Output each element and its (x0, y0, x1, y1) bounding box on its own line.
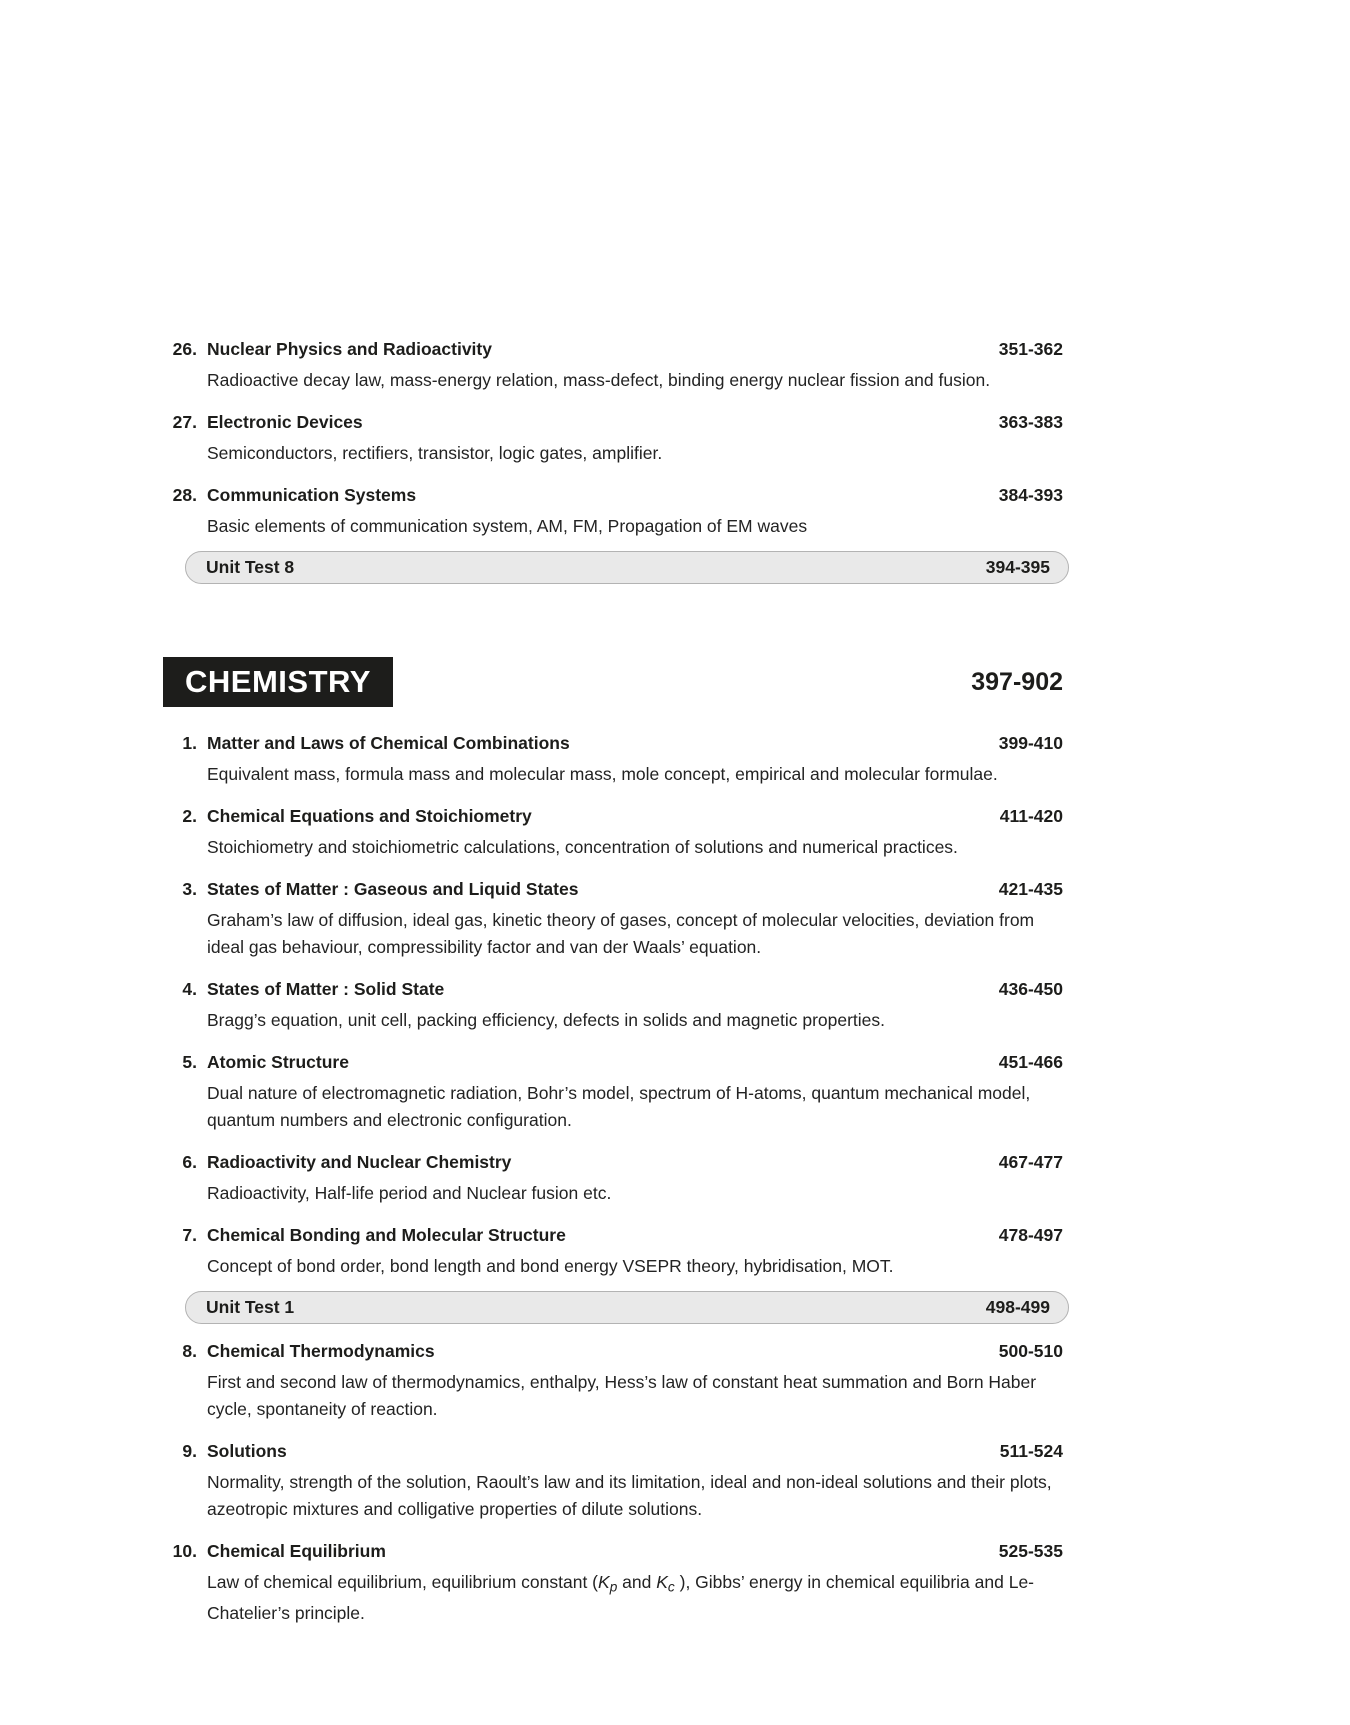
toc-item-number: 28. (172, 485, 197, 505)
toc-item-pages: 467-477 (998, 1152, 1063, 1172)
toc-item-pages: 511-524 (999, 1441, 1063, 1461)
chemistry-section-pages: 397-902 (971, 667, 1063, 696)
toc-item-desc: Normality, strength of the solution, Raoult’s law and its limitation, ideal and non-ideal solutions and their plots, azeotropic mixtures and colligative properties of dilute solutions. (207, 1472, 1052, 1519)
unit-test-8-bar (185, 551, 1069, 584)
toc-item-7 (163, 1226, 1063, 1280)
toc-item-28 (163, 486, 1063, 540)
toc-item-desc: Bragg’s equation, unit cell, packing efficiency, defects in solids and magnetic properties. (207, 1010, 886, 1030)
toc-item-number: 2. (182, 806, 197, 826)
toc-content (163, 0, 1063, 1627)
toc-item-pages: 384-393 (998, 485, 1063, 505)
toc-item-pages: 411-420 (999, 806, 1063, 826)
toc-item-head (163, 980, 1063, 999)
toc-item-title: Chemical Thermodynamics (207, 1341, 435, 1361)
toc-item-head (163, 1053, 1063, 1072)
toc-item-title: Chemical Bonding and Molecular Structure (207, 1225, 566, 1245)
desc-text: and (617, 1572, 657, 1592)
toc-item-pages: 436-450 (998, 979, 1063, 999)
toc-item-number: 3. (182, 879, 197, 899)
toc-item-number: 6. (182, 1152, 197, 1172)
toc-item-head (163, 340, 1063, 359)
toc-item-head (163, 413, 1063, 432)
toc-item-pages: 451-466 (998, 1052, 1063, 1072)
k-symbol: K (656, 1572, 668, 1592)
toc-item-pages: 421-435 (998, 879, 1063, 899)
toc-item-pages: 399-410 (998, 733, 1063, 753)
toc-item-title: Solutions (207, 1441, 287, 1461)
toc-item-27 (163, 413, 1063, 467)
toc-item-10 (163, 1542, 1063, 1627)
toc-item-6 (163, 1153, 1063, 1207)
chemistry-section (163, 657, 1063, 1627)
toc-item-title: Radioactivity and Nuclear Chemistry (207, 1152, 512, 1172)
toc-item-title: States of Matter : Solid State (207, 979, 445, 999)
toc-item-head (163, 1442, 1063, 1461)
toc-item-title: States of Matter : Gaseous and Liquid States (207, 879, 579, 899)
toc-item-5 (163, 1053, 1063, 1134)
desc-text: ), Gibbs’ energy in chemical equilibria and Le-Chatelier’s principle. (207, 1572, 1035, 1624)
toc-item-pages: 500-510 (998, 1341, 1063, 1361)
toc-item-desc: Equivalent mass, formula mass and molecular mass, mole concept, empirical and molecular formulae. (207, 764, 998, 784)
toc-item-head (163, 1342, 1063, 1361)
toc-item-pages: 363-383 (998, 412, 1063, 432)
toc-item-number: 5. (182, 1052, 197, 1072)
toc-item-head (163, 486, 1063, 505)
toc-item-number: 27. (172, 412, 197, 432)
toc-item-title: Nuclear Physics and Radioactivity (207, 339, 492, 359)
k-subscript-c: c (667, 1579, 675, 1595)
toc-item-3 (163, 880, 1063, 961)
toc-item-head (163, 1226, 1063, 1245)
toc-item-title: Electronic Devices (207, 412, 363, 432)
toc-item-desc: Basic elements of communication system, AM, FM, Propagation of EM waves (207, 516, 808, 536)
toc-item-desc: Concept of bond order, bond length and bond energy VSEPR theory, hybridisation, MOT. (207, 1256, 894, 1276)
toc-item-desc: First and second law of thermodynamics, enthalpy, Hess’s law of constant heat summation and Born Haber cycle, spontaneity of reaction. (207, 1372, 1037, 1419)
toc-item-number: 10. (172, 1541, 197, 1561)
toc-item-title: Matter and Laws of Chemical Combinations (207, 733, 570, 753)
desc-text: Law of chemical equilibrium, equilibrium constant ( (207, 1572, 599, 1592)
toc-item-2 (163, 807, 1063, 861)
physics-section (163, 340, 1063, 584)
toc-item-title: Atomic Structure (207, 1052, 349, 1072)
k-subscript-p: p (609, 1579, 618, 1595)
toc-item-desc: Stoichiometry and stoichiometric calculations, concentration of solutions and numerical practices. (207, 837, 958, 857)
unit-test-pages: 498-499 (985, 1297, 1050, 1317)
unit-test-1-bar (185, 1291, 1069, 1324)
toc-item-head (163, 880, 1063, 899)
toc-item-number: 9. (182, 1441, 197, 1461)
toc-item-head (163, 1153, 1063, 1172)
toc-item-head (163, 1542, 1063, 1561)
toc-item-desc: Graham’s law of diffusion, ideal gas, kinetic theory of gases, concept of molecular velocities, deviation from ideal gas behaviour, compressibility factor and van der Waals’ equation. (207, 910, 1035, 957)
toc-item-desc: Dual nature of electromagnetic radiation, Bohr’s model, spectrum of H-atoms, quantum mechanical model, quantum numbers and electronic configuration. (207, 1083, 1031, 1130)
toc-item-head (163, 734, 1063, 753)
chemistry-title: CHEMISTRY (185, 664, 371, 699)
unit-test-pages: 394-395 (985, 557, 1050, 577)
toc-item-title: Communication Systems (207, 485, 417, 505)
toc-item-number: 1. (182, 733, 197, 753)
toc-item-4 (163, 980, 1063, 1034)
unit-test-label: Unit Test 1 (206, 1297, 295, 1317)
toc-item-9 (163, 1442, 1063, 1523)
toc-item-pages: 478-497 (998, 1225, 1063, 1245)
toc-item-number: 7. (182, 1225, 197, 1245)
toc-item-desc: Radioactivity, Half-life period and Nuclear fusion etc. (207, 1183, 612, 1203)
toc-item-number: 8. (182, 1341, 197, 1361)
toc-item-pages: 351-362 (998, 339, 1063, 359)
toc-item-8 (163, 1342, 1063, 1423)
toc-item-desc: Radioactive decay law, mass-energy relation, mass-defect, binding energy nuclear fission and fusion. (207, 370, 991, 390)
k-symbol: K (598, 1572, 610, 1592)
toc-item-title: Chemical Equilibrium (207, 1541, 386, 1561)
toc-item-desc: Semiconductors, rectifiers, transistor, logic gates, amplifier. (207, 443, 663, 463)
toc-item-desc (207, 1569, 1063, 1627)
toc-item-number: 26. (172, 339, 197, 359)
unit-test-label: Unit Test 8 (206, 557, 295, 577)
chemistry-title-box (163, 657, 393, 707)
toc-item-head (163, 807, 1063, 826)
toc-item-number: 4. (182, 979, 197, 999)
toc-item-pages: 525-535 (998, 1541, 1063, 1561)
toc-item-1 (163, 734, 1063, 788)
toc-item-title: Chemical Equations and Stoichiometry (207, 806, 532, 826)
chemistry-section-header (163, 657, 1063, 707)
toc-item-26 (163, 340, 1063, 394)
